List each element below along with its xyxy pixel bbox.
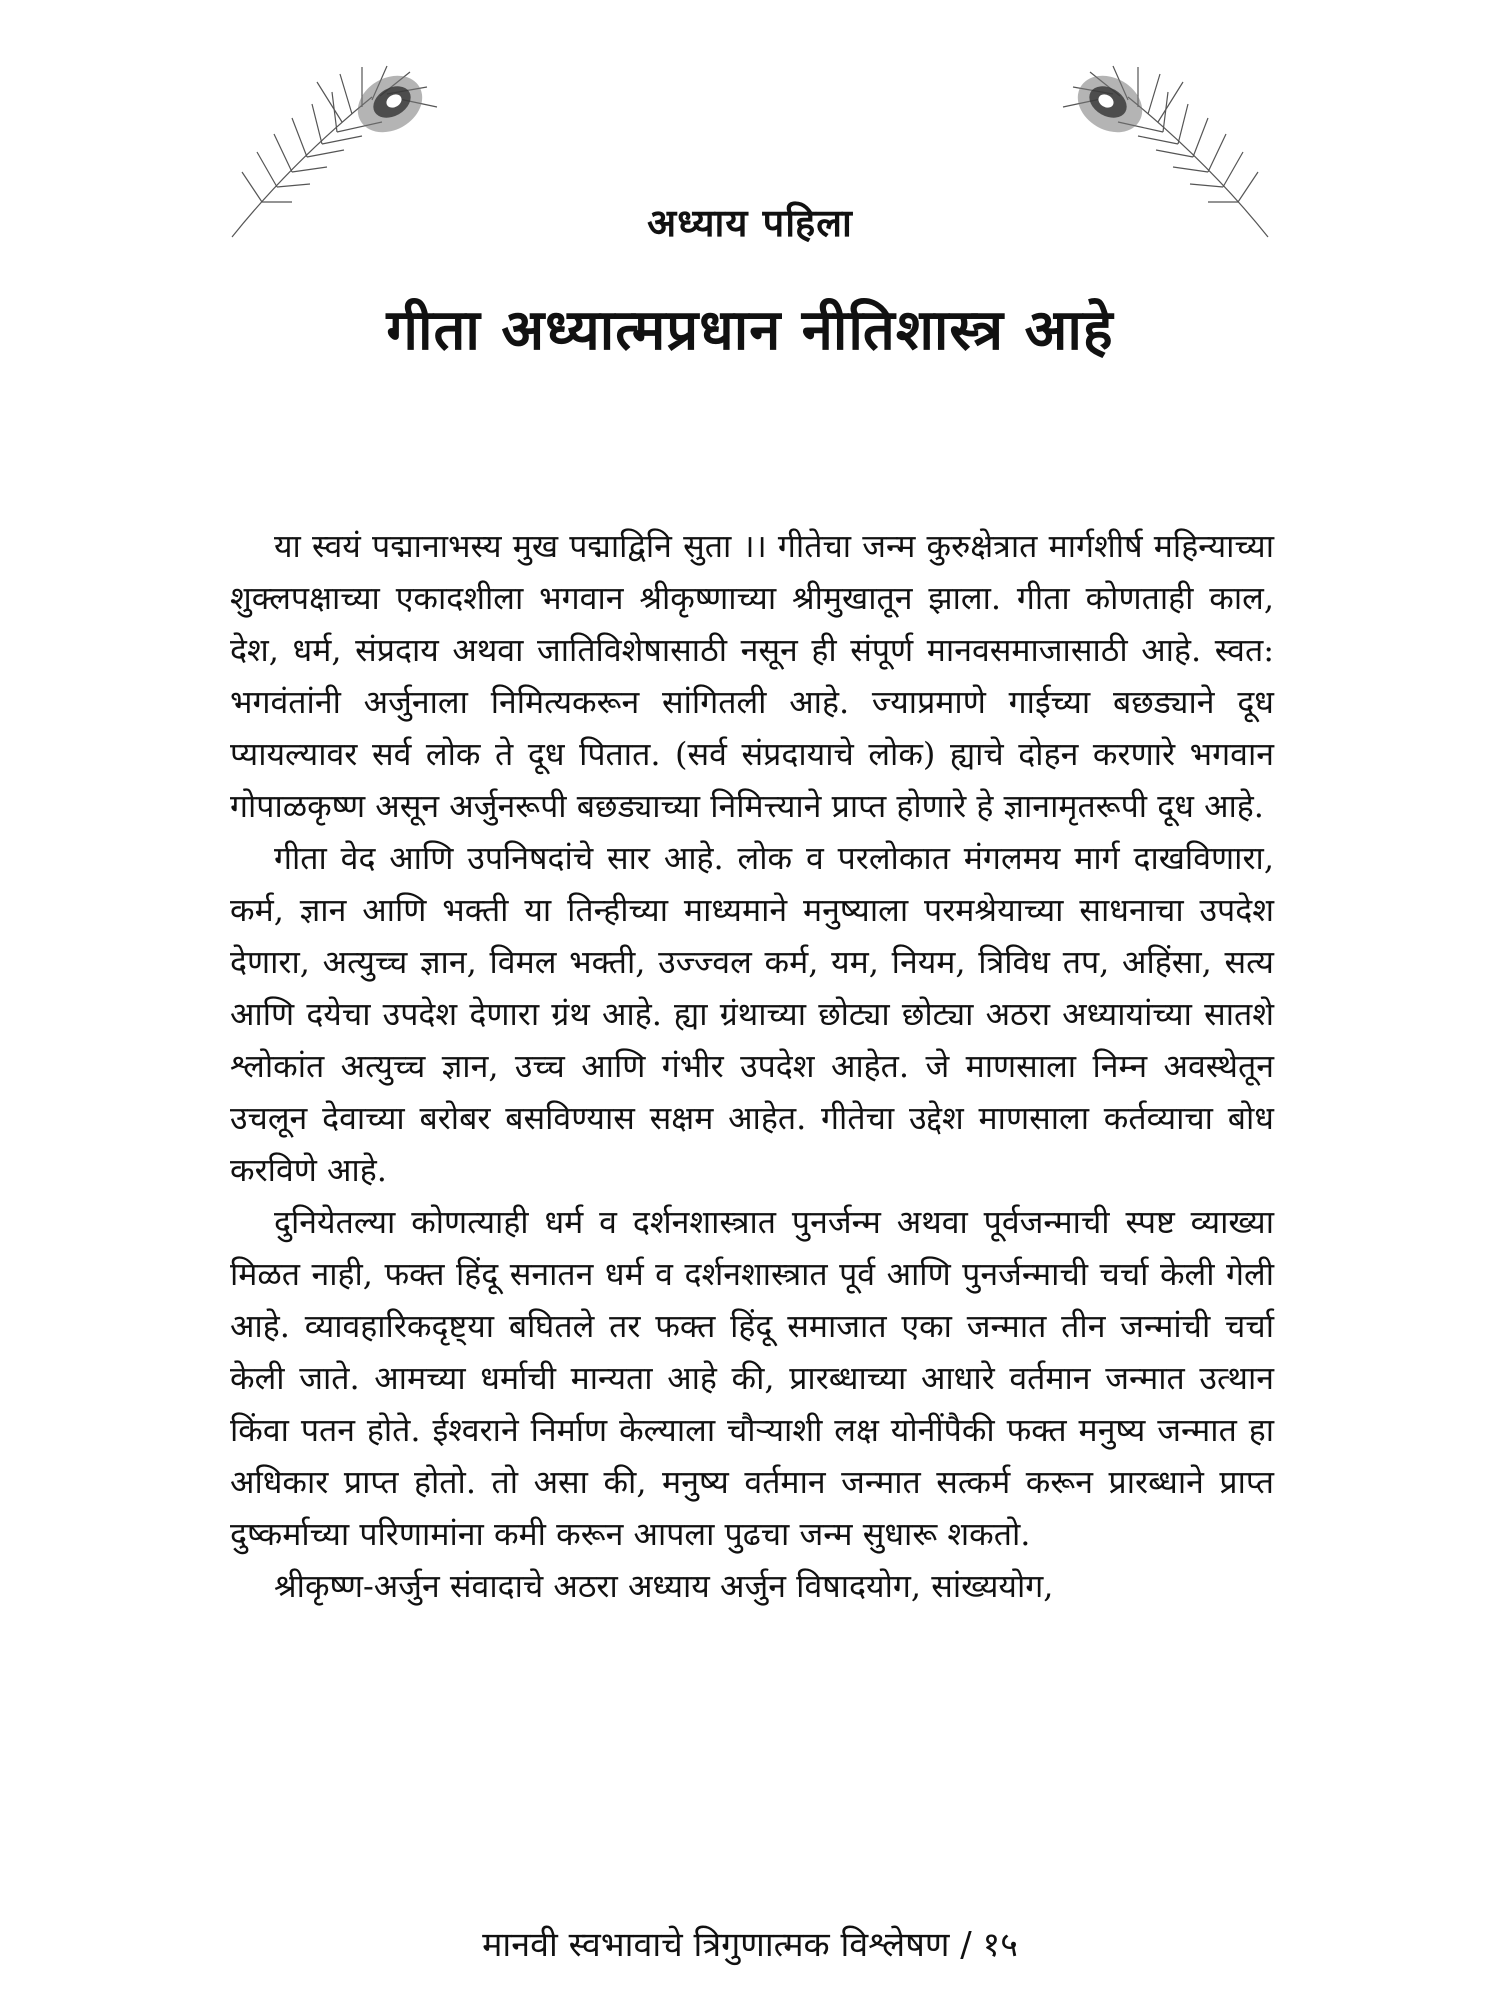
paragraph: श्रीकृष्ण-अर्जुन संवादाचे अठरा अध्याय अर्जुन विषादयोग, सांख्ययोग,	[274, 1567, 1054, 1605]
body-text	[230, 520, 1274, 1612]
paragraph: या स्वयं पद्मानाभस्य मुख पद्माद्विनि सुता ।। गीतेचा जन्म कुरुक्षेत्रात मार्गशीर्ष महिन्याच्या शुक्लपक्षाच्या एकादशीला भगवान श्रीकृष्णाच्या श्रीमुखातून झाला. गीता कोणताही काल, देश, धर्म, संप्रदाय अथवा जातिविशेषासाठी नसून ही संपूर्ण मानवसमाजासाठी आहे. स्वत: भगवंतांनी अर्जुनाला निमित्यकरून सांगितली आहे. ज्याप्रमाणे गाईच्या बछड्याने दूध प्यायल्यावर सर्व लोक ते दूध पितात. (सर्व संप्रदायाचे लोक) ह्याचे दोहन करणारे भगवान गोपाळकृष्ण असून अर्जुनरूपी बछड्याच्या निमित्त्याने प्राप्त होणारे हे ज्ञानामृतरूपी दूध आहे.	[230, 527, 1274, 825]
paragraph: दुनियेतल्या कोणत्याही धर्म व दर्शनशास्त्रात पुनर्जन्म अथवा पूर्वजन्माची स्पष्ट व्याख्या मिळत नाही, फक्त हिंदू सनातन धर्म व दर्शनशास्त्रात पूर्व आणि पुनर्जन्माची चर्चा केली गेली आहे. व्यावहारिकदृष्ट्या बघितले तर फक्त हिंदू समाजात एका जन्मात तीन जन्मांची चर्चा केली जाते. आमच्या धर्माची मान्यता आहे की, प्रारब्धाच्या आधारे वर्तमान जन्मात उत्थान किंवा पतन होते. ईश्वराने निर्माण केल्याला चौऱ्याशी लक्ष योनींपैकी फक्त मनुष्य जन्मात हा अधिकार प्राप्त होतो. तो असा की, मनुष्य वर्तमान जन्मात सत्कर्म करून प्रारब्धाने प्राप्त दुष्कर्माच्या परिणामांना कमी करून आपला पुढचा जन्म सुधारू शकतो.	[230, 1203, 1274, 1553]
chapter-label: अध्याय पहिला	[647, 201, 853, 245]
paragraph: गीता वेद आणि उपनिषदांचे सार आहे. लोक व परलोकात मंगलमय मार्ग दाखविणारा, कर्म, ज्ञान आणि भक्ती या तिन्हीच्या माध्यमाने मनुष्याला परमश्रेयाच्या साधनाचा उपदेश देणारा, अत्युच्च ज्ञान, विमल भक्ती, उज्ज्वल कर्म, यम, नियम, त्रिविध तप, अहिंसा, सत्य आणि दयेचा उपदेश देणारा ग्रंथ आहे. ह्या ग्रंथाच्या छोट्या छोट्या अठरा अध्यायांच्या सातशे श्लोकांत अत्युच्च ज्ञान, उच्च आणि गंभीर उपदेश आहेत. जे माणसाला निम्न अवस्थेतून उचलून देवाच्या बरोबर बसविण्यास सक्षम आहेत. गीतेचा उद्देश माणसाला कर्तव्याचा बोध करविणे आहे.	[230, 839, 1274, 1189]
chapter-title: गीता अध्यात्मप्रधान नीतिशास्त्र आहे	[386, 298, 1114, 363]
page-footer: मानवी स्वभावाचे त्रिगुणात्मक विश्लेषण / १५	[482, 1925, 1018, 1965]
